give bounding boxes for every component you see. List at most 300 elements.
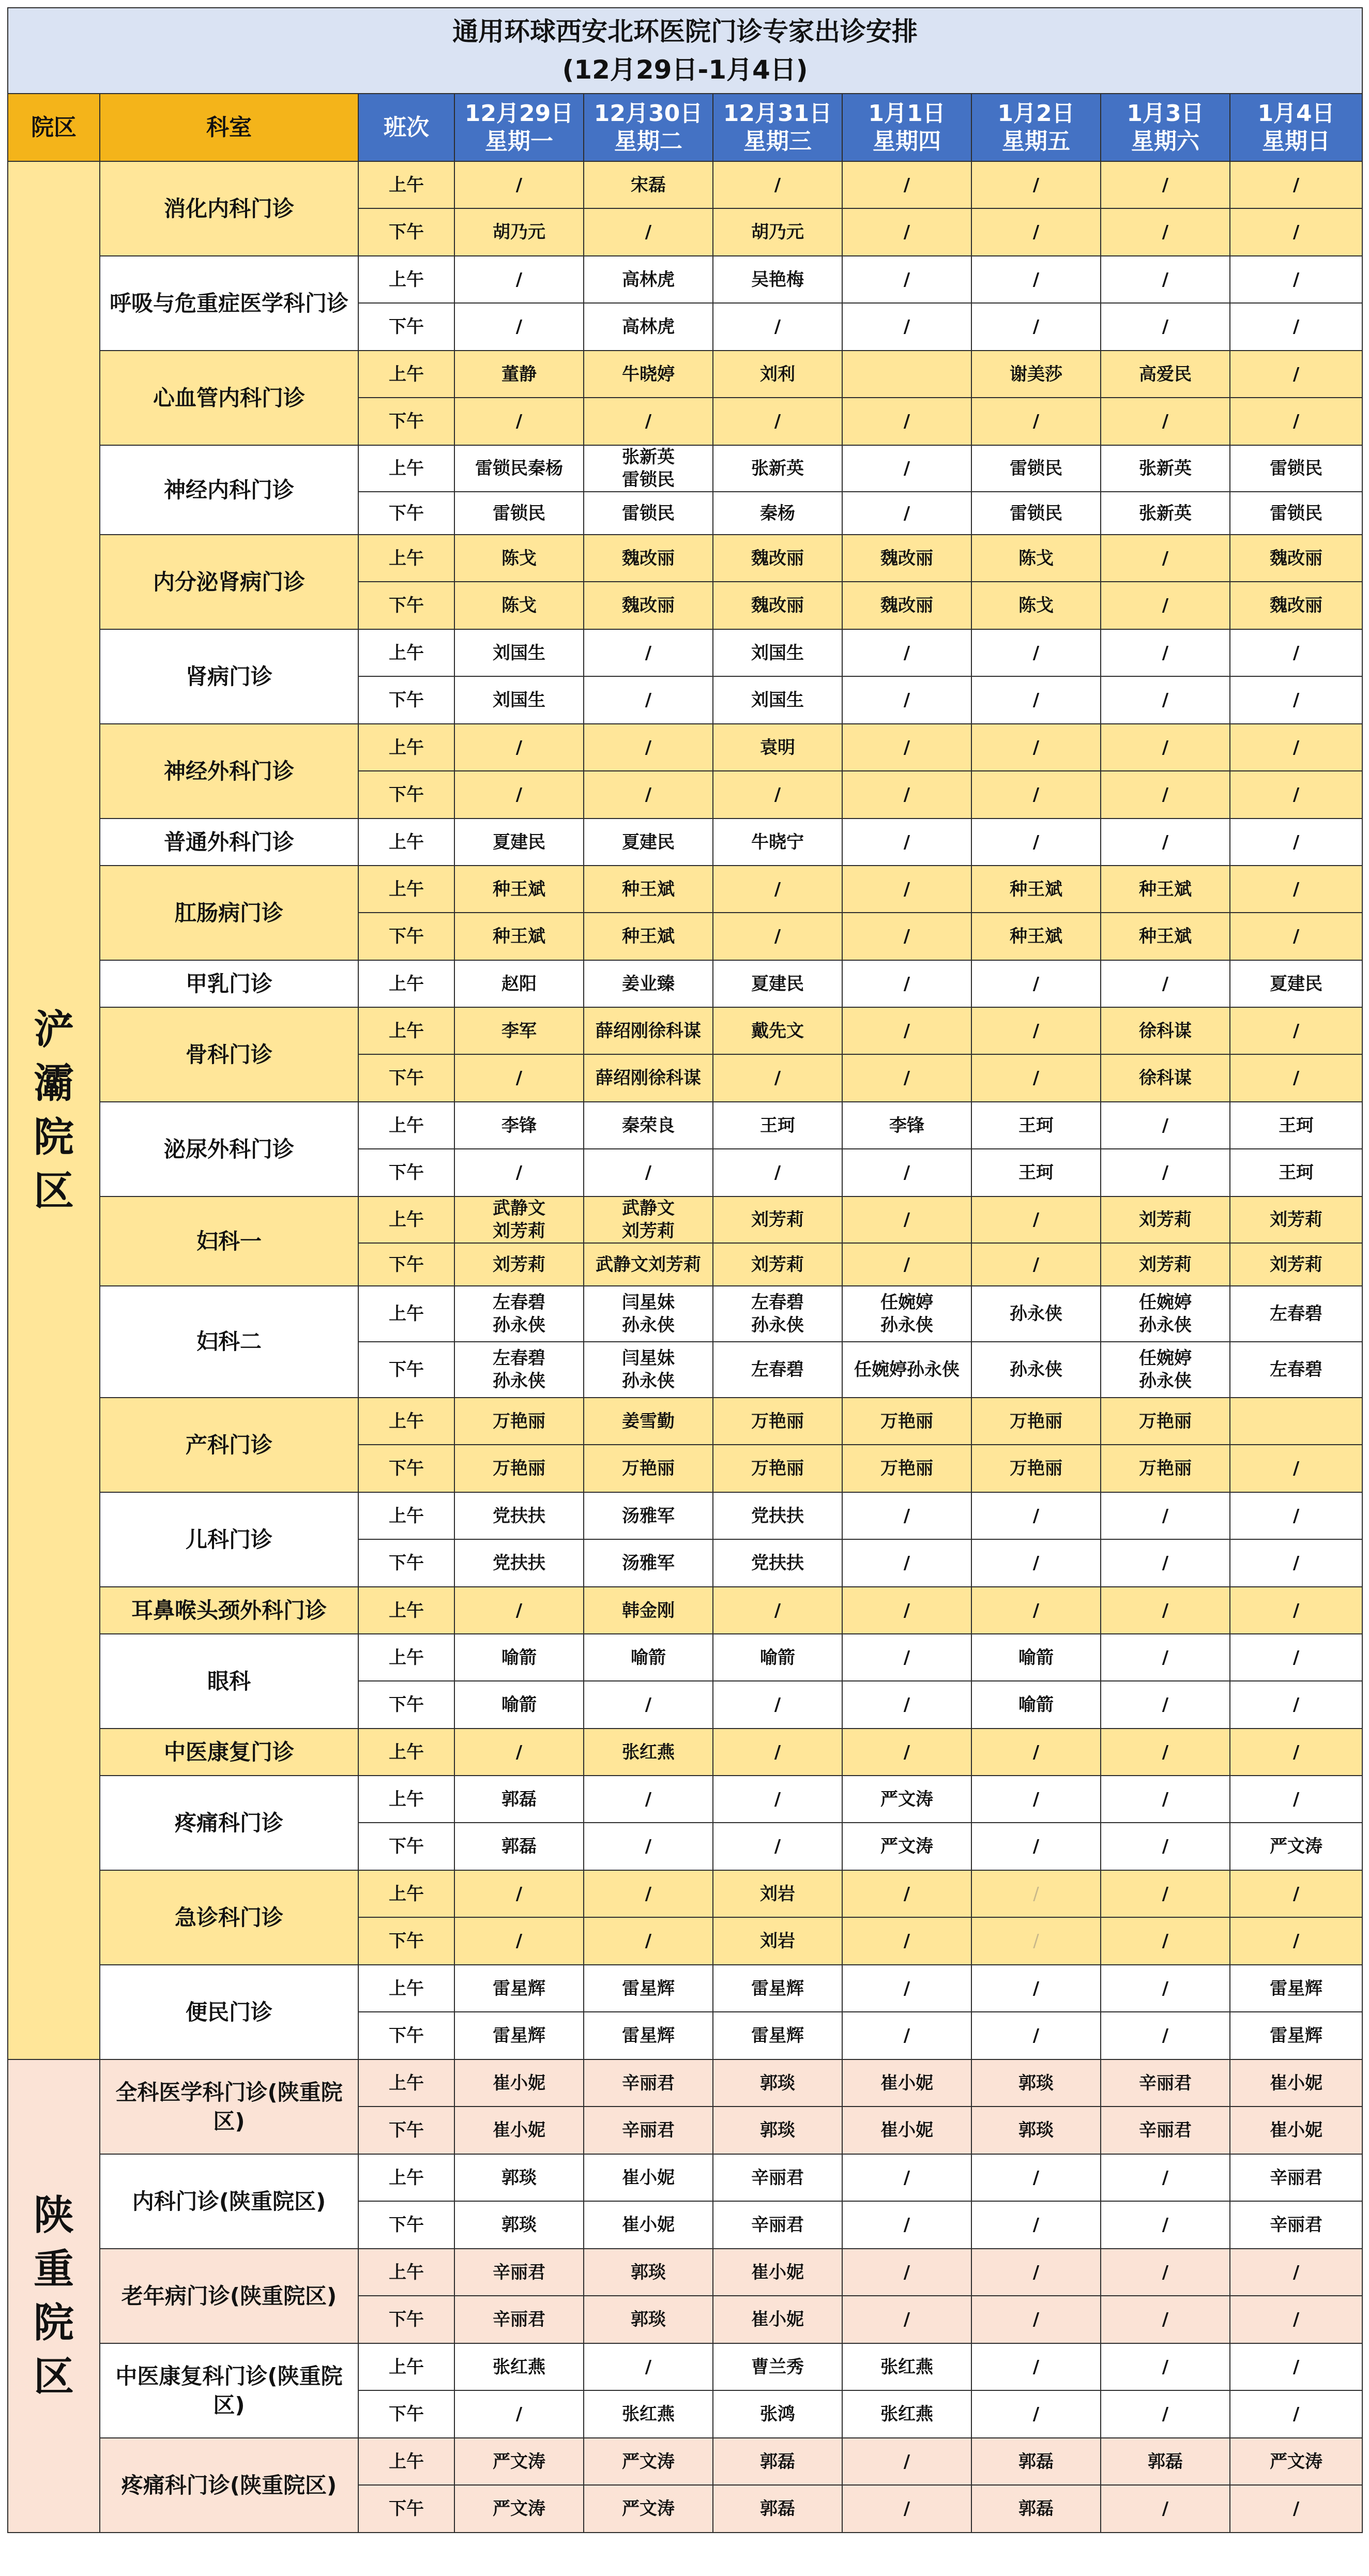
doctor-cell: / xyxy=(842,398,971,445)
doctor-cell: / xyxy=(842,2249,971,2296)
doctor-cell: 张新英 雷锁民 xyxy=(584,445,713,492)
doctor-cell: 戴先文 xyxy=(713,1007,842,1054)
department-cell: 普通外科门诊 xyxy=(100,819,358,866)
doctor-cell: / xyxy=(713,398,842,445)
doctor-cell: 刘芳莉 xyxy=(1101,1196,1230,1243)
doctor-cell: 雷锁民 xyxy=(454,492,584,535)
doctor-cell: 郭磊 xyxy=(713,2438,842,2485)
doctor-cell: / xyxy=(584,1776,713,1823)
doctor-cell: 夏建民 xyxy=(584,819,713,866)
schedule-row xyxy=(8,629,1362,676)
shift-cell: 上午 xyxy=(358,1196,454,1243)
doctor-cell: 雷星辉 xyxy=(454,1965,584,2012)
doctor-cell: / xyxy=(842,256,971,303)
schedule-row xyxy=(8,1870,1362,1917)
doctor-cell: 陈戈 xyxy=(454,582,584,629)
title-date-range: (12月29日-1月4日) xyxy=(562,55,808,85)
doctor-cell: 魏改丽 xyxy=(713,535,842,582)
doctor-cell: 万艳丽 xyxy=(971,1445,1101,1492)
doctor-cell: / xyxy=(713,1054,842,1102)
doctor-cell: / xyxy=(971,2154,1101,2201)
doctor-cell: 刘国生 xyxy=(454,629,584,676)
doctor-cell: 武静文刘芳莉 xyxy=(584,1243,713,1286)
doctor-cell: / xyxy=(584,398,713,445)
doctor-cell: 党扶扶 xyxy=(713,1492,842,1539)
doctor-cell: / xyxy=(842,1587,971,1634)
doctor-cell: / xyxy=(842,303,971,351)
schedule-row xyxy=(8,1007,1362,1054)
doctor-cell: / xyxy=(842,1054,971,1102)
department-cell: 肾病门诊 xyxy=(100,629,358,724)
doctor-cell: / xyxy=(842,208,971,256)
shift-cell: 上午 xyxy=(358,819,454,866)
schedule-row xyxy=(8,535,1362,582)
doctor-cell: 辛丽君 xyxy=(1101,2107,1230,2154)
doctor-cell: 任婉婷 孙永侠 xyxy=(1101,1286,1230,1342)
doctor-cell: 严文涛 xyxy=(1230,2438,1362,2485)
shift-cell: 上午 xyxy=(358,1007,454,1054)
doctor-cell: / xyxy=(1230,208,1362,256)
shift-cell: 上午 xyxy=(358,445,454,492)
doctor-cell: / xyxy=(1230,629,1362,676)
doctor-cell: / xyxy=(713,1729,842,1776)
day-weekday: 星期四 xyxy=(873,128,941,155)
day-date: 12月31日 xyxy=(723,100,832,127)
doctor-cell: 牛晓婷 xyxy=(584,351,713,398)
doctor-cell: 辛丽君 xyxy=(584,2107,713,2154)
shift-cell: 下午 xyxy=(358,1681,454,1729)
doctor-cell: / xyxy=(1230,256,1362,303)
doctor-cell: 党扶扶 xyxy=(454,1492,584,1539)
doctor-cell: 喻箭 xyxy=(454,1634,584,1681)
schedule-body xyxy=(8,161,1362,2533)
doctor-cell: / xyxy=(971,303,1101,351)
doctor-cell: / xyxy=(842,161,971,208)
doctor-cell: 汤雅军 xyxy=(584,1492,713,1539)
doctor-cell: 张新英 xyxy=(1101,445,1230,492)
shift-cell: 下午 xyxy=(358,2201,454,2249)
doctor-cell: / xyxy=(584,629,713,676)
doctor-cell: 魏改丽 xyxy=(1230,582,1362,629)
doctor-cell: 郭琰 xyxy=(454,2154,584,2201)
doctor-cell: 刘芳莉 xyxy=(1101,1243,1230,1286)
department-cell: 妇科二 xyxy=(100,1286,358,1398)
doctor-cell: / xyxy=(1230,2249,1362,2296)
shift-cell: 下午 xyxy=(358,582,454,629)
doctor-cell: / xyxy=(584,1870,713,1917)
doctor-cell: / xyxy=(713,1681,842,1729)
doctor-cell: 严文涛 xyxy=(584,2438,713,2485)
doctor-cell: 种王斌 xyxy=(971,913,1101,960)
doctor-cell: 辛丽君 xyxy=(454,2249,584,2296)
shift-cell: 下午 xyxy=(358,1823,454,1870)
doctor-cell: / xyxy=(842,1196,971,1243)
doctor-cell: 任婉婷 孙永侠 xyxy=(1101,1342,1230,1398)
doctor-cell: 严文涛 xyxy=(584,2485,713,2533)
doctor-cell: 李锋 xyxy=(454,1102,584,1149)
doctor-cell: / xyxy=(1101,582,1230,629)
shift-cell: 上午 xyxy=(358,1587,454,1634)
header-day xyxy=(1101,94,1230,161)
doctor-cell: 武静文 刘芳莉 xyxy=(454,1196,584,1243)
day-weekday: 星期二 xyxy=(614,128,682,155)
doctor-cell: 张新英 xyxy=(713,445,842,492)
header-day xyxy=(842,94,971,161)
doctor-cell: 种王斌 xyxy=(971,866,1101,913)
doctor-cell: 左春碧 xyxy=(1230,1286,1362,1342)
doctor-cell: / xyxy=(1230,351,1362,398)
department-cell: 耳鼻喉头颈外科门诊 xyxy=(100,1587,358,1634)
doctor-cell: 崔小妮 xyxy=(584,2154,713,2201)
doctor-cell: / xyxy=(971,161,1101,208)
shift-cell: 下午 xyxy=(358,208,454,256)
doctor-cell: 刘国生 xyxy=(713,676,842,724)
doctor-cell: 郭琰 xyxy=(971,2107,1101,2154)
doctor-cell: 孙永侠 xyxy=(971,1342,1101,1398)
doctor-cell: / xyxy=(1101,1729,1230,1776)
doctor-cell: 郭琰 xyxy=(584,2296,713,2343)
doctor-cell: / xyxy=(454,1587,584,1634)
schedule-row xyxy=(8,2059,1362,2107)
doctor-cell: 雷锁民 xyxy=(971,445,1101,492)
doctor-cell: / xyxy=(1230,161,1362,208)
doctor-cell: / xyxy=(971,771,1101,819)
doctor-cell: 雷锁民 xyxy=(1230,445,1362,492)
doctor-cell: / xyxy=(971,1917,1101,1965)
shift-cell: 上午 xyxy=(358,866,454,913)
shift-cell: 上午 xyxy=(358,1870,454,1917)
schedule-row xyxy=(8,2343,1362,2390)
shift-cell: 上午 xyxy=(358,629,454,676)
department-cell: 老年病门诊(陕重院区) xyxy=(100,2249,358,2343)
doctor-cell: 张红燕 xyxy=(584,2390,713,2438)
doctor-cell: 崔小妮 xyxy=(584,2201,713,2249)
campus-cell: 浐 灞 院 区 xyxy=(8,161,100,2059)
doctor-cell: 严文涛 xyxy=(842,1823,971,1870)
doctor-cell: / xyxy=(584,1149,713,1196)
department-cell: 骨科门诊 xyxy=(100,1007,358,1102)
doctor-cell: 王珂 xyxy=(713,1102,842,1149)
page-title xyxy=(8,8,1362,94)
shift-cell: 上午 xyxy=(358,1286,454,1342)
doctor-cell: / xyxy=(1230,1492,1362,1539)
doctor-cell: 郭琰 xyxy=(713,2107,842,2154)
doctor-cell: 万艳丽 xyxy=(842,1398,971,1445)
shift-cell: 下午 xyxy=(358,303,454,351)
day-date: 1月2日 xyxy=(997,100,1075,127)
doctor-cell: / xyxy=(842,2154,971,2201)
doctor-cell: 郭磊 xyxy=(454,1776,584,1823)
doctor-cell: / xyxy=(971,1870,1101,1917)
schedule-row xyxy=(8,1965,1362,2012)
department-cell: 呼吸与危重症医学科门诊 xyxy=(100,256,358,351)
day-date: 12月30日 xyxy=(594,100,703,127)
header-department: 科室 xyxy=(100,94,358,161)
doctor-cell: / xyxy=(842,2012,971,2059)
shift-cell: 下午 xyxy=(358,1243,454,1286)
doctor-cell: 徐科谋 xyxy=(1101,1007,1230,1054)
doctor-cell: 刘芳莉 xyxy=(1230,1196,1362,1243)
doctor-cell: / xyxy=(842,2201,971,2249)
header-day xyxy=(584,94,713,161)
doctor-cell: / xyxy=(713,161,842,208)
doctor-cell: / xyxy=(1101,629,1230,676)
doctor-cell: 张红燕 xyxy=(842,2343,971,2390)
doctor-cell: / xyxy=(454,398,584,445)
department-cell: 疼痛科门诊 xyxy=(100,1776,358,1870)
doctor-cell: 刘芳莉 xyxy=(1230,1243,1362,1286)
doctor-cell: / xyxy=(1230,676,1362,724)
doctor-cell: / xyxy=(842,629,971,676)
doctor-cell: / xyxy=(1230,2343,1362,2390)
doctor-cell: / xyxy=(1101,771,1230,819)
shift-cell: 上午 xyxy=(358,2059,454,2107)
doctor-cell: 任婉婷孙永侠 xyxy=(842,1342,971,1398)
doctor-cell: / xyxy=(713,1823,842,1870)
shift-cell: 上午 xyxy=(358,724,454,771)
doctor-cell: 万艳丽 xyxy=(713,1445,842,1492)
schedule-row xyxy=(8,445,1362,492)
doctor-cell: 胡乃元 xyxy=(713,208,842,256)
doctor-cell: / xyxy=(842,1917,971,1965)
doctor-cell: / xyxy=(1101,1917,1230,1965)
doctor-cell: 辛丽君 xyxy=(713,2154,842,2201)
shift-cell: 下午 xyxy=(358,676,454,724)
doctor-cell: 辛丽君 xyxy=(1230,2154,1362,2201)
header-day xyxy=(713,94,842,161)
doctor-cell: / xyxy=(842,1681,971,1729)
doctor-cell: 郭磊 xyxy=(1101,2438,1230,2485)
doctor-cell: / xyxy=(1101,2249,1230,2296)
doctor-cell: 秦荣良 xyxy=(584,1102,713,1149)
schedule-row xyxy=(8,2438,1362,2485)
doctor-cell: 汤雅军 xyxy=(584,1539,713,1587)
day-weekday: 星期五 xyxy=(1002,128,1070,155)
shift-cell: 上午 xyxy=(358,2438,454,2485)
day-date: 1月3日 xyxy=(1127,100,1204,127)
doctor-cell: / xyxy=(713,866,842,913)
doctor-cell: / xyxy=(842,1965,971,2012)
doctor-cell: / xyxy=(454,1870,584,1917)
doctor-cell: 喻箭 xyxy=(713,1634,842,1681)
shift-cell: 上午 xyxy=(358,1776,454,1823)
doctor-cell: 万艳丽 xyxy=(971,1398,1101,1445)
schedule-row xyxy=(8,866,1362,913)
doctor-cell: / xyxy=(454,1729,584,1776)
doctor-cell: 牛晓宁 xyxy=(713,819,842,866)
doctor-cell: 夏建民 xyxy=(713,960,842,1007)
shift-cell: 上午 xyxy=(358,1102,454,1149)
doctor-cell: 万艳丽 xyxy=(584,1445,713,1492)
doctor-cell: 崔小妮 xyxy=(713,2249,842,2296)
schedule-row xyxy=(8,819,1362,866)
schedule-row xyxy=(8,161,1362,208)
doctor-cell: 党扶扶 xyxy=(454,1539,584,1587)
doctor-cell: / xyxy=(454,724,584,771)
doctor-cell: / xyxy=(1230,1870,1362,1917)
doctor-cell: / xyxy=(971,2201,1101,2249)
doctor-cell: 万艳丽 xyxy=(842,1445,971,1492)
doctor-cell: / xyxy=(584,724,713,771)
doctor-cell xyxy=(842,351,971,398)
doctor-cell: / xyxy=(713,1587,842,1634)
doctor-cell: 王珂 xyxy=(1230,1102,1362,1149)
doctor-cell: 辛丽君 xyxy=(584,2059,713,2107)
doctor-cell: / xyxy=(1101,819,1230,866)
doctor-cell: / xyxy=(713,913,842,960)
doctor-cell: 夏建民 xyxy=(454,819,584,866)
doctor-cell: / xyxy=(713,1149,842,1196)
doctor-cell: / xyxy=(1101,1587,1230,1634)
doctor-cell: / xyxy=(1101,1634,1230,1681)
doctor-cell: / xyxy=(971,2296,1101,2343)
department-cell: 产科门诊 xyxy=(100,1398,358,1492)
doctor-cell: / xyxy=(842,2438,971,2485)
doctor-cell: / xyxy=(1230,1917,1362,1965)
doctor-cell: 郭琰 xyxy=(713,2059,842,2107)
doctor-cell: / xyxy=(1230,1587,1362,1634)
schedule-row xyxy=(8,1196,1362,1243)
shift-cell: 下午 xyxy=(358,2296,454,2343)
doctor-cell: 刘岩 xyxy=(713,1870,842,1917)
doctor-cell: 陈戈 xyxy=(454,535,584,582)
doctor-cell: 雷星辉 xyxy=(1230,1965,1362,2012)
doctor-cell: / xyxy=(454,1917,584,1965)
doctor-cell: 武静文 刘芳莉 xyxy=(584,1196,713,1243)
doctor-cell: / xyxy=(1101,1681,1230,1729)
schedule-row xyxy=(8,1587,1362,1634)
doctor-cell: / xyxy=(1101,1776,1230,1823)
doctor-cell: 张红燕 xyxy=(584,1729,713,1776)
doctor-cell: / xyxy=(842,676,971,724)
doctor-cell: 李军 xyxy=(454,1007,584,1054)
doctor-cell: / xyxy=(1101,2012,1230,2059)
doctor-cell: / xyxy=(842,1729,971,1776)
doctor-cell: 万艳丽 xyxy=(1101,1445,1230,1492)
doctor-cell: / xyxy=(971,960,1101,1007)
doctor-cell: / xyxy=(584,2343,713,2390)
shift-cell: 下午 xyxy=(358,2390,454,2438)
doctor-cell: 姜雪勤 xyxy=(584,1398,713,1445)
department-cell: 消化内科门诊 xyxy=(100,161,358,256)
doctor-cell: 郭磊 xyxy=(971,2438,1101,2485)
shift-cell: 下午 xyxy=(358,2012,454,2059)
campus-cell: 陕 重 院 区 xyxy=(8,2059,100,2533)
doctor-cell: 魏改丽 xyxy=(842,535,971,582)
shift-cell: 上午 xyxy=(358,256,454,303)
doctor-cell: 刘岩 xyxy=(713,1917,842,1965)
doctor-cell: 陈戈 xyxy=(971,582,1101,629)
shift-cell: 上午 xyxy=(358,2154,454,2201)
doctor-cell: 高林虎 xyxy=(584,303,713,351)
shift-cell: 下午 xyxy=(358,398,454,445)
doctor-cell: 种王斌 xyxy=(454,913,584,960)
doctor-cell: / xyxy=(1230,1776,1362,1823)
doctor-cell: / xyxy=(971,1054,1101,1102)
doctor-cell: / xyxy=(1101,208,1230,256)
doctor-cell: / xyxy=(1101,2343,1230,2390)
shift-cell: 上午 xyxy=(358,1729,454,1776)
doctor-cell: 雷锁民 xyxy=(1230,492,1362,535)
doctor-cell: / xyxy=(1101,1149,1230,1196)
doctor-cell: / xyxy=(971,1243,1101,1286)
doctor-cell: 严文涛 xyxy=(454,2485,584,2533)
doctor-cell: / xyxy=(454,161,584,208)
doctor-cell: / xyxy=(1101,676,1230,724)
doctor-cell: 崔小妮 xyxy=(1230,2059,1362,2107)
doctor-cell: / xyxy=(971,1965,1101,2012)
doctor-cell: 雷锁民 xyxy=(971,492,1101,535)
doctor-cell: / xyxy=(1101,960,1230,1007)
doctor-cell: / xyxy=(971,676,1101,724)
doctor-cell: / xyxy=(713,303,842,351)
day-date: 12月29日 xyxy=(464,100,574,127)
doctor-cell: 刘芳莉 xyxy=(713,1243,842,1286)
doctor-cell: 魏改丽 xyxy=(584,582,713,629)
schedule-row xyxy=(8,1492,1362,1539)
doctor-cell: 左春碧 孙永侠 xyxy=(454,1342,584,1398)
doctor-cell: 李锋 xyxy=(842,1102,971,1149)
department-cell: 心血管内科门诊 xyxy=(100,351,358,445)
doctor-cell: / xyxy=(454,1149,584,1196)
department-cell: 中医康复门诊 xyxy=(100,1729,358,1776)
shift-cell: 上午 xyxy=(358,535,454,582)
doctor-cell: 雷星辉 xyxy=(713,1965,842,2012)
doctor-cell: / xyxy=(971,2390,1101,2438)
doctor-cell: / xyxy=(1230,1007,1362,1054)
doctor-cell: 任婉婷 孙永侠 xyxy=(842,1286,971,1342)
shift-cell: 下午 xyxy=(358,913,454,960)
schedule-row xyxy=(8,1776,1362,1823)
doctor-cell: 万艳丽 xyxy=(1101,1398,1230,1445)
doctor-cell: / xyxy=(1101,161,1230,208)
doctor-cell: / xyxy=(1230,2296,1362,2343)
doctor-cell: 宋磊 xyxy=(584,161,713,208)
schedule-row xyxy=(8,1286,1362,1342)
header-day xyxy=(1230,94,1362,161)
doctor-cell: / xyxy=(713,771,842,819)
doctor-cell: 闫星妹 孙永侠 xyxy=(584,1286,713,1342)
doctor-cell: 刘国生 xyxy=(713,629,842,676)
doctor-cell: 种王斌 xyxy=(1101,866,1230,913)
doctor-cell: 王珂 xyxy=(971,1102,1101,1149)
doctor-cell: / xyxy=(971,1823,1101,1870)
doctor-cell: / xyxy=(1230,913,1362,960)
doctor-cell: / xyxy=(842,1149,971,1196)
doctor-cell: 胡乃元 xyxy=(454,208,584,256)
doctor-cell: 魏改丽 xyxy=(1230,535,1362,582)
doctor-cell: 辛丽君 xyxy=(713,2201,842,2249)
doctor-cell: 姜业臻 xyxy=(584,960,713,1007)
doctor-cell: / xyxy=(971,1776,1101,1823)
doctor-cell: / xyxy=(842,492,971,535)
schedule-row xyxy=(8,724,1362,771)
doctor-cell: / xyxy=(842,1007,971,1054)
doctor-cell: / xyxy=(842,1634,971,1681)
doctor-cell: / xyxy=(1101,1539,1230,1587)
doctor-cell: / xyxy=(971,2249,1101,2296)
doctor-cell: / xyxy=(1101,1965,1230,2012)
doctor-cell: / xyxy=(842,866,971,913)
doctor-cell: 高林虎 xyxy=(584,256,713,303)
shift-cell: 下午 xyxy=(358,492,454,535)
department-cell: 内科门诊(陕重院区) xyxy=(100,2154,358,2249)
doctor-cell: / xyxy=(1230,771,1362,819)
doctor-cell: / xyxy=(1230,866,1362,913)
doctor-cell: 种王斌 xyxy=(454,866,584,913)
department-cell: 儿科门诊 xyxy=(100,1492,358,1587)
doctor-cell: 万艳丽 xyxy=(454,1445,584,1492)
